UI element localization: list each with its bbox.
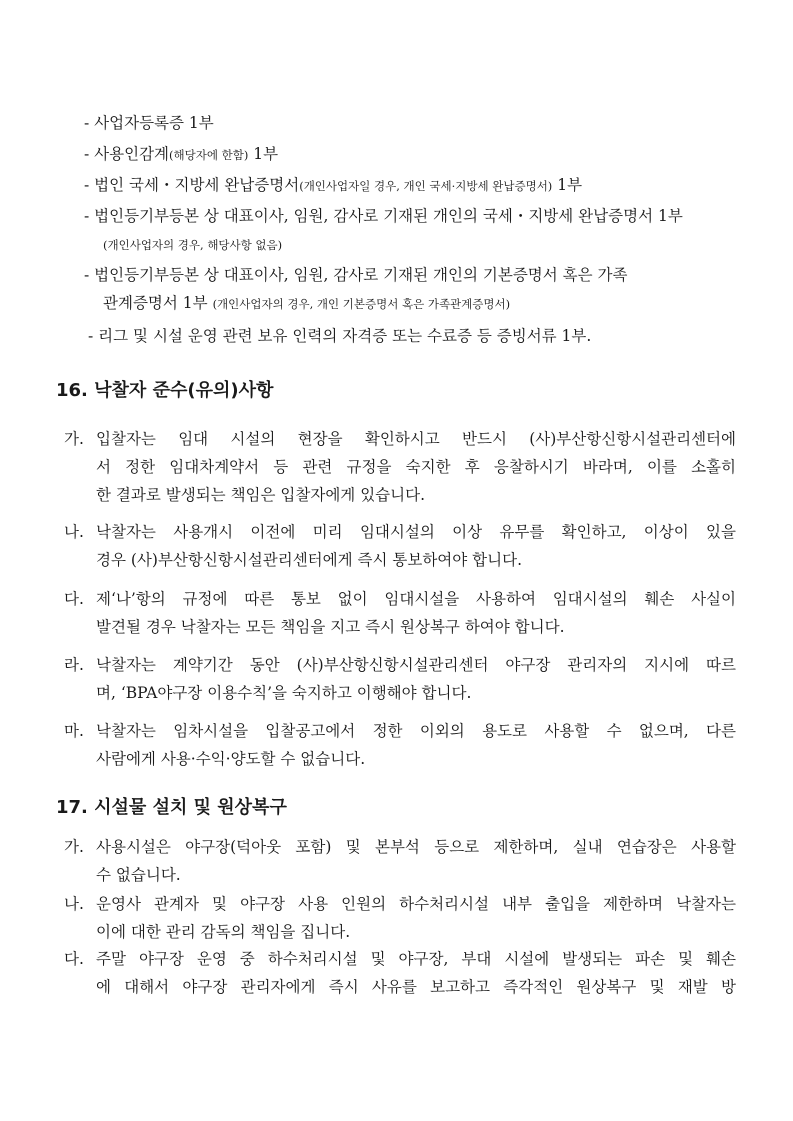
doc-list-note: (개인사업자의 경우, 해당사항 없음) <box>103 238 283 252</box>
paragraph-line: 이에 대한 관리 감독의 책임을 집니다. <box>96 923 351 941</box>
paragraph-line: 발견될 경우 낙찰자는 모든 책임을 지고 즉시 원상복구 하여야 합니다. <box>96 618 565 636</box>
paragraph-line: 에 대해서 야구장 관리자에게 즉시 사유를 보고하고 즉각적인 원상복구 및 재발 방 <box>96 978 736 996</box>
paragraph-line: 낙찰자는 사용개시 이전에 미리 임대시설의 이상 유무를 확인하고, 이상이 있을 <box>96 523 736 541</box>
paragraph-line: 주말 야구장 운영 중 하수처리시설 및 야구장, 부대 시설에 발생되는 파손 및 훼손 <box>96 950 736 968</box>
item-marker: 다. <box>64 950 84 968</box>
paragraph-line: 입찰자는 임대 시설의 현장을 확인하시고 반드시 (사)부산항신항시설관리센터에 <box>96 430 736 448</box>
doc-list-item: - 사용인감계(해당자에 한함) 1부 <box>84 145 279 163</box>
paragraph-line: 낙찰자는 임차시설을 입찰공고에서 정한 이외의 용도로 사용할 수 없으며, 다른 <box>96 722 736 740</box>
doc-list-item: - 법인등기부등본 상 대표이사, 임원, 감사로 기재된 개인의 국세・지방세 완납증명서 1부 <box>84 207 683 225</box>
paragraph-line: 경우 (사)부산항신항시설관리센터에게 즉시 통보하여야 합니다. <box>96 551 523 569</box>
doc-list-item: - 사업자등록증 1부 <box>84 114 214 132</box>
doc-list-item: - 법인 국세・지방세 완납증명서(개인사업자일 경우, 개인 국세·지방세 완납증명서) 1부 <box>84 176 583 194</box>
paragraph-line: 며, ‘BPA야구장 이용수칙’을 숙지하고 이행해야 합니다. <box>96 684 472 702</box>
item-marker: 라. <box>64 656 84 674</box>
paragraph-line: 서 정한 임대차계약서 등 관련 규정을 숙지한 후 응찰하시기 바라며, 이를 소홀히 <box>96 458 736 476</box>
paragraph-line: 사람에게 사용·수익·양도할 수 없습니다. <box>96 750 366 768</box>
doc-list-item-continued: 관계증명서 1부 (개인사업자의 경우, 개인 기본증명서 혹은 가족관계증명서) <box>103 294 511 312</box>
paragraph-line: 제‘나’항의 규정에 따른 통보 없이 임대시설을 사용하여 임대시설의 훼손 사실이 <box>96 590 736 608</box>
section-16-heading: 16. 낙찰자 준수(유의)사항 <box>56 380 274 401</box>
paragraph-line: 수 없습니다. <box>96 866 181 884</box>
item-marker: 마. <box>64 722 84 740</box>
doc-list-item: - 리그 및 시설 운영 관련 보유 인력의 자격증 또는 수료증 등 증빙서류 1부. <box>88 327 592 345</box>
item-marker: 나. <box>64 895 84 913</box>
paragraph-line: 운영사 관계자 및 야구장 사용 인원의 하수처리시설 내부 출입을 제한하며 낙찰자는 <box>96 895 736 913</box>
doc-list-item: - 법인등기부등본 상 대표이사, 임원, 감사로 기재된 개인의 기본증명서 혹은 가족 <box>84 266 628 284</box>
paragraph-line: 낙찰자는 계약기간 동안 (사)부산항신항시설관리센터 야구장 관리자의 지시에 따르 <box>96 656 736 674</box>
section-17-heading: 17. 시설물 설치 및 원상복구 <box>56 797 287 818</box>
item-marker: 가. <box>64 838 84 856</box>
item-marker: 다. <box>64 590 84 608</box>
paragraph-line: 한 결과로 발생되는 책임은 입찰자에게 있습니다. <box>96 486 426 504</box>
item-marker: 나. <box>64 523 84 541</box>
item-marker: 가. <box>64 430 84 448</box>
paragraph-line: 사용시설은 야구장(덕아웃 포함) 및 본부석 등으로 제한하며, 실내 연습장은 사용할 <box>96 838 736 856</box>
